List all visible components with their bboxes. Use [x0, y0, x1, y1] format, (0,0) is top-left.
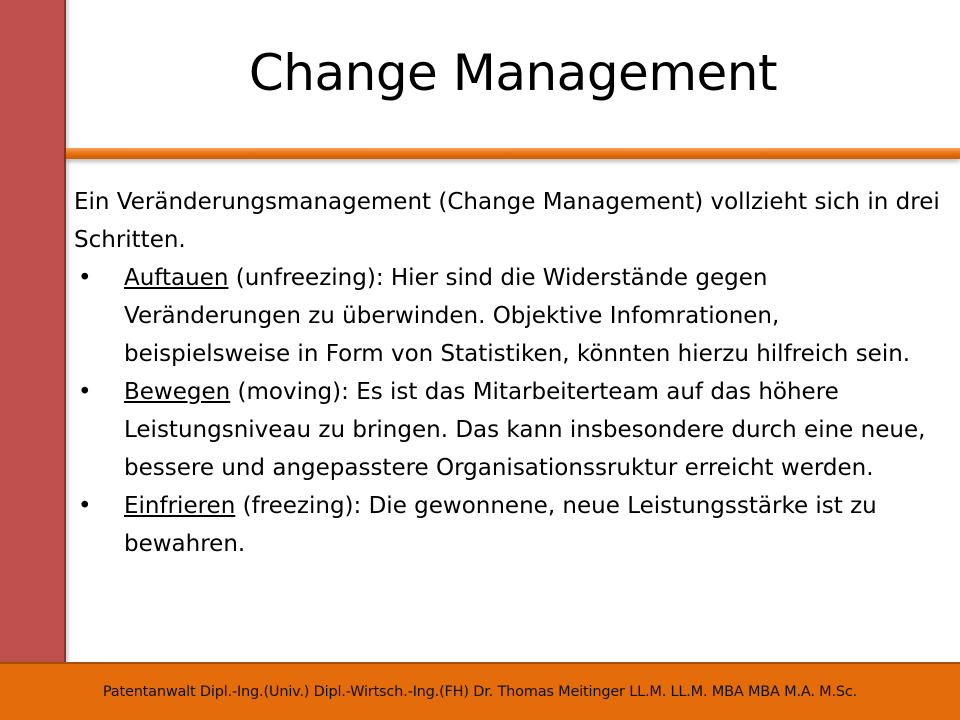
bullet-term: Auftauen	[124, 265, 229, 291]
bullet-text: (moving): Es ist das Mitarbeiterteam auf das höhere Leistungsniveau zu bringen. Das kann insbesondere durch eine neue, bessere und angepasstere Organisationssruktur erreicht werden.	[124, 379, 926, 481]
slide-title: Change Management	[248, 44, 778, 102]
footer-bar	[0, 662, 960, 720]
bullet-dot-icon: •	[78, 493, 92, 519]
bullet-term: Bewegen	[124, 379, 231, 405]
bullet-item-unfreezing	[74, 259, 944, 373]
intro-paragraph: Ein Veränderungsmanagement (Change Management) vollzieht sich in drei Schritten.	[74, 189, 940, 253]
bullet-dot-icon: •	[78, 265, 92, 291]
bullet-term: Einfrieren	[124, 493, 236, 519]
bullet-item-moving	[74, 373, 944, 487]
bullet-list	[74, 259, 944, 563]
slide-body	[74, 183, 944, 563]
bullet-item-freezing	[74, 487, 944, 563]
footer-credits: Patentanwalt Dipl.-Ing.(Univ.) Dipl.-Wirtsch.-Ing.(FH) Dr. Thomas Meitinger LL.M. LL.M. MBA MBA M.A. M.Sc.	[102, 684, 858, 700]
bullet-text: (unfreezing): Hier sind die Widerstände gegen Veränderungen zu überwinden. Objektive Infomrationen, beispielsweise in Form von Statistiken, könnten hierzu hilfreich sein.	[124, 265, 911, 367]
title-divider	[66, 148, 960, 159]
bullet-dot-icon: •	[78, 379, 92, 405]
bullet-text: (freezing): Die gewonnene, neue Leistungsstärke ist zu bewahren.	[124, 493, 877, 557]
left-accent-bar	[0, 0, 66, 662]
